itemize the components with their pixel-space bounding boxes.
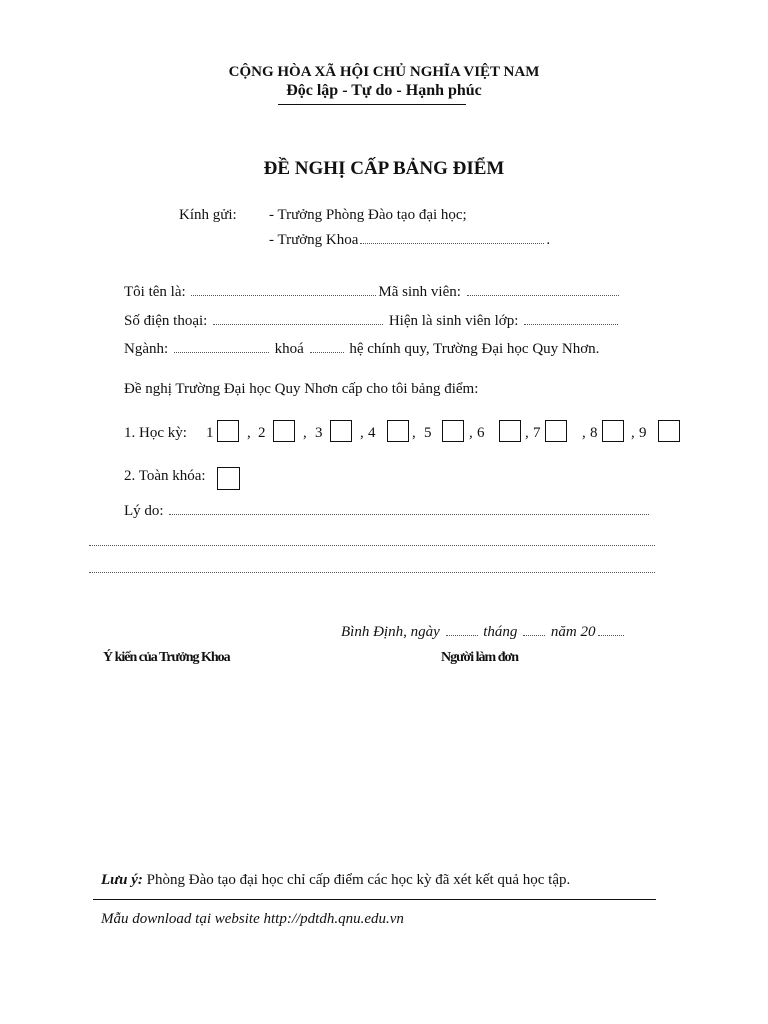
semester-8-checkbox[interactable] (602, 420, 624, 442)
semester-number: 7 (533, 425, 541, 441)
name-blank[interactable] (191, 284, 376, 296)
day-blank[interactable] (446, 624, 478, 636)
faculty-blank[interactable] (360, 232, 544, 244)
reason-label: Lý do: (124, 503, 164, 519)
month-blank[interactable] (523, 624, 545, 636)
semester-label: 1. Học kỳ: (124, 425, 187, 441)
national-motto: Độc lập - Tự do - Hạnh phúc (286, 82, 482, 99)
semester-9-checkbox[interactable] (658, 420, 680, 442)
semester-number: 4 (368, 425, 376, 441)
note-label: Lưu ý: (101, 872, 143, 888)
separator: , (303, 425, 307, 441)
student-id-label: Mã sinh viên: (378, 284, 461, 300)
year-blank[interactable] (598, 624, 624, 636)
motto-underline (278, 104, 466, 105)
reason-line-2[interactable] (89, 545, 655, 546)
semester-number: 8 (590, 425, 598, 441)
date-year-label: năm 20 (550, 624, 596, 640)
semester-number: 3 (315, 425, 323, 441)
major-blank[interactable] (174, 341, 269, 353)
student-id-blank[interactable] (467, 284, 619, 296)
major-row (124, 341, 599, 358)
faculty-head-opinion: Ý kiến của Trưởng Khoa (103, 650, 230, 665)
note-text: Phòng Đào tạo đại học chỉ cấp điểm các học kỳ đã xét kết quả học tập. (146, 872, 571, 888)
semester-number: 2 (258, 425, 266, 441)
separator: , (631, 425, 635, 441)
separator: , (525, 425, 529, 441)
semester-number: 1 (206, 425, 214, 441)
separator: , (582, 425, 586, 441)
recipient-line-2 (269, 232, 550, 249)
phone-blank[interactable] (213, 313, 383, 325)
separator: , (247, 425, 251, 441)
footer-download-note: Mẫu download tại website http://pdtdh.qnu.edu.vn (101, 911, 404, 927)
semester-7-checkbox[interactable] (545, 420, 567, 442)
applicant-signature-label: Người làm đơn (441, 650, 519, 665)
recipient-line-2-text: - Trưởng Khoa (269, 232, 359, 248)
note (101, 872, 570, 889)
date-month-label: tháng (483, 624, 518, 640)
recipient-label: Kính gửi: (179, 207, 237, 223)
cohort-label: khoá (274, 341, 304, 357)
recipient-line-2-end: . (546, 232, 551, 248)
reason-line-3[interactable] (89, 572, 655, 573)
separator: , (412, 425, 416, 441)
semester-3-checkbox[interactable] (330, 420, 352, 442)
program-text: hệ chính quy, Trường Đại học Quy Nhơn. (349, 341, 600, 357)
semester-number: 9 (639, 425, 647, 441)
reason-row (124, 503, 651, 520)
semester-6-checkbox[interactable] (499, 420, 521, 442)
semester-number: 5 (424, 425, 432, 441)
date-place: Bình Định, ngày (341, 624, 440, 640)
semester-5-checkbox[interactable] (442, 420, 464, 442)
recipient-line-1: - Trưởng Phòng Đào tạo đại học; (269, 207, 467, 223)
separator: , (469, 425, 473, 441)
reason-blank[interactable] (169, 503, 649, 515)
major-label: Ngành: (124, 341, 169, 357)
separator: , (360, 425, 364, 441)
name-row (124, 284, 621, 301)
semester-4-checkbox[interactable] (387, 420, 409, 442)
class-label: Hiện là sinh viên lớp: (388, 313, 519, 329)
full-course-checkbox[interactable] (217, 467, 240, 490)
cohort-blank[interactable] (310, 341, 344, 353)
date-line (341, 624, 626, 641)
phone-row (124, 313, 620, 330)
name-label: Tôi tên là: (124, 284, 186, 300)
request-text: Đề nghị Trường Đại học Quy Nhơn cấp cho tôi bảng điểm: (124, 381, 479, 397)
national-title: CỘNG HÒA XÃ HỘI CHỦ NGHĨA VIỆT NAM (228, 64, 540, 80)
class-blank[interactable] (524, 313, 618, 325)
semester-number: 6 (477, 425, 485, 441)
phone-label: Số điện thoại: (124, 313, 208, 329)
semester-1-checkbox[interactable] (217, 420, 239, 442)
footer-divider (93, 899, 656, 900)
semester-2-checkbox[interactable] (273, 420, 295, 442)
document-title: ĐỀ NGHỊ CẤP BẢNG ĐIỂM (263, 158, 505, 179)
full-course-label: 2. Toàn khóa: (124, 468, 206, 484)
